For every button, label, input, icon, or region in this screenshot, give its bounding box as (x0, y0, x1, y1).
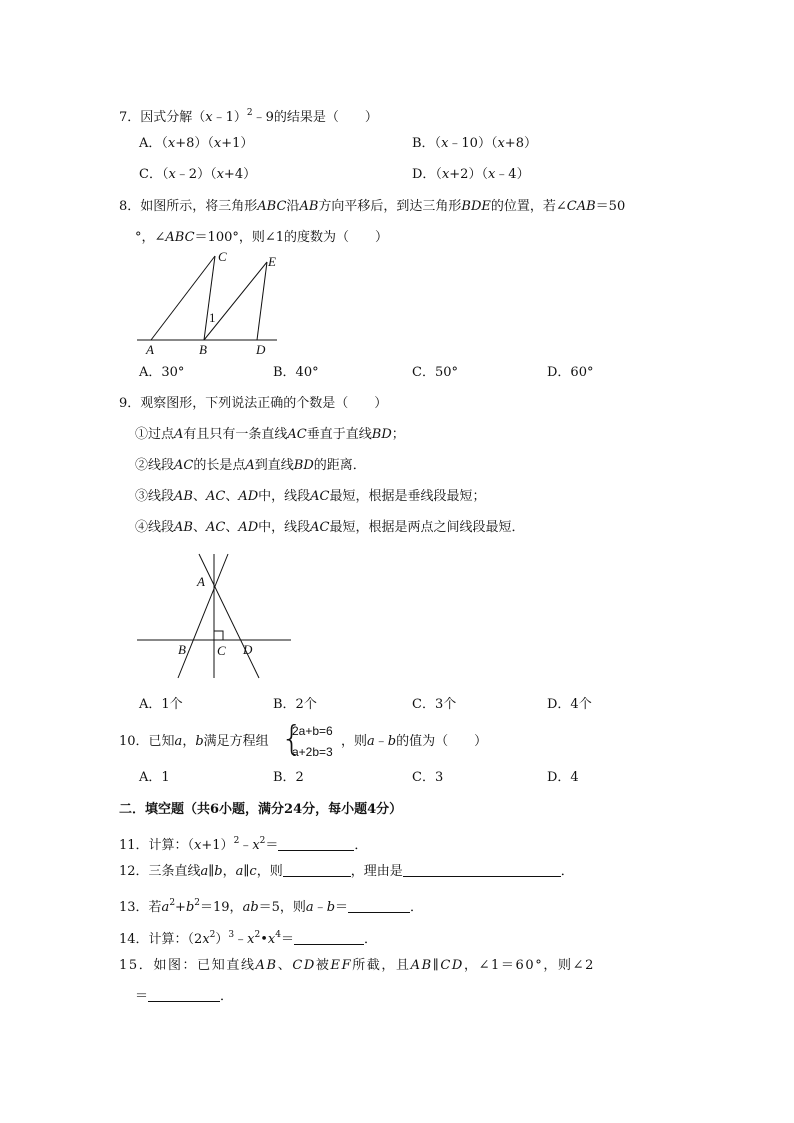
q12-stem: 12．三条直线a∥b，a∥c，则 ，理由是 ． (119, 864, 574, 879)
q9-statement-2: ②线段AC的长是点A到直线BD的距离． (135, 458, 366, 473)
q13-answer-blank[interactable] (348, 899, 410, 913)
section-2-heading: 二．填空题（共6小题，满分24分，每小题4分） (119, 802, 403, 817)
q9-label-a: A (197, 574, 205, 589)
q9-option-b[interactable]: B．2个 (273, 697, 317, 712)
q9-line-ab (178, 554, 228, 678)
q15-answer-blank[interactable] (148, 988, 220, 1002)
q15-stem-line1: 15．如图：已知直线AB、CD被EF所截，且AB∥CD，∠1＝60°，则∠2 (119, 958, 595, 973)
q7-option-d[interactable]: D．（x+2）（x﹣4） (412, 167, 530, 182)
q7-option-b[interactable]: B．（x﹣10）（x+8） (412, 136, 537, 151)
q10-option-a[interactable]: A．1 (139, 770, 170, 785)
q7-option-a[interactable]: A．（x+8）（x+1） (139, 136, 254, 151)
q8-stem-line2: °，∠ABC＝100°，则∠1的度数为（ ） (135, 230, 389, 245)
q9-statement-1: ①过点A有且只有一条直线AC垂直于直线BD； (135, 427, 405, 442)
q9-option-d[interactable]: D．4个 (547, 697, 592, 712)
q9-label-d: D (243, 642, 253, 657)
q9-statement-3: ③线段AB、AC、AD中，线段AC最短，根据是垂线段最短； (135, 489, 486, 504)
q10-equation-1: 2a+b=6 (292, 724, 333, 738)
q8-label-a: A (146, 342, 154, 357)
q8-label-e: E (268, 254, 276, 269)
q8-segment-be (204, 262, 267, 340)
q11-answer-blank[interactable] (278, 837, 354, 851)
q15-stem-line2: ＝ ． (135, 989, 234, 1004)
q8-option-b[interactable]: B．40° (273, 365, 319, 380)
q14-stem: 14．计算：$(2x^2)^3﹣x^2•x^4=$ ． (119, 930, 378, 947)
q14-answer-blank[interactable] (294, 931, 364, 945)
q10-stem: 10．已知a，b满足方程组 (119, 734, 269, 749)
q7-stem: 7．因式分解（x﹣1）$^2$﹣9的结果是（ ） (119, 108, 378, 125)
q12-reason-blank[interactable] (403, 863, 561, 877)
q10-equation-brace: { (281, 719, 303, 759)
q10-equation-2: a+2b=3 (292, 745, 333, 759)
q8-option-c[interactable]: C．50° (412, 365, 458, 380)
q11-stem: 11．计算：$(x+1)^2﹣x^2=$ ． (119, 836, 368, 853)
q8-segment-de (257, 262, 267, 340)
q9-label-c: C (217, 643, 226, 658)
q8-stem-line1: 8．如图所示，将三角形ABC沿AB方向平移后，到达三角形BDE的位置，若∠CAB＝50 (119, 199, 626, 214)
q7-option-c[interactable]: C．（x﹣2）（x+4） (139, 167, 257, 182)
q9-perpendicular-figure (135, 550, 295, 680)
q8-translation-figure (135, 248, 285, 358)
q10-option-c[interactable]: C．3 (412, 770, 444, 785)
q9-label-b: B (178, 642, 186, 657)
q8-option-a[interactable]: A．30° (139, 365, 185, 380)
q8-label-c: C (218, 249, 227, 264)
q8-label-d: D (256, 342, 266, 357)
q10-stem-end: ，则a﹣b的值为（ ） (341, 734, 488, 749)
q8-label-b: B (199, 342, 207, 357)
q10-option-d[interactable]: D．4 (547, 770, 579, 785)
q9-right-angle-mark (214, 631, 223, 640)
q12-answer-blank[interactable] (283, 863, 351, 877)
q9-statement-4: ④线段AB、AC、AD中，线段AC最短，根据是两点之间线段最短． (135, 520, 525, 535)
q9-option-c[interactable]: C．3个 (412, 697, 457, 712)
q9-line-ad (199, 554, 259, 678)
q13-stem: 13．若$a^2+b^2=19$，ab＝5，则a﹣b＝ ． (119, 898, 424, 915)
q9-option-a[interactable]: A．1个 (139, 697, 183, 712)
q8-option-d[interactable]: D．60° (547, 365, 594, 380)
q8-label-angle1: 1 (209, 310, 216, 325)
q9-stem: 9．观察图形，下列说法正确的个数是（ ） (119, 396, 388, 411)
q10-option-b[interactable]: B．2 (273, 770, 304, 785)
